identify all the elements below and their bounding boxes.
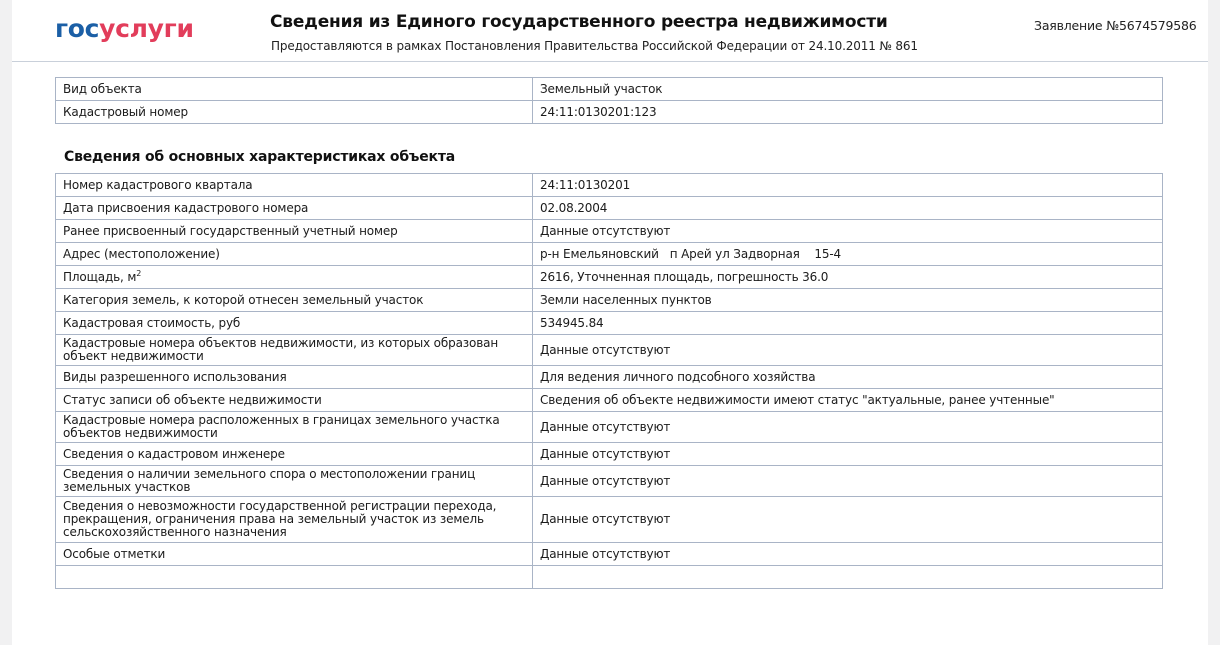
row-label: Ранее присвоенный государственный учетный номер: [56, 220, 533, 243]
row-label: Кадастровые номера объектов недвижимости, из которых образован объект недвижимости: [56, 335, 533, 366]
row-value: Данные отсутствуют: [533, 543, 1163, 566]
table-row: [56, 389, 1163, 412]
area-label: Площадь, м: [63, 269, 137, 284]
logo-part-uslugi: услуги: [99, 14, 194, 43]
row-value: Сведения об объекте недвижимости имеют статус "актуальные, ранее учтенные": [533, 389, 1163, 412]
row-value: Данные отсутствуют: [533, 412, 1163, 443]
row-label: Кадастровая стоимость, руб: [56, 312, 533, 335]
area-unit-sup: 2: [136, 268, 142, 278]
row-value: Данные отсутствуют: [533, 497, 1163, 543]
application-number: Заявление №5674579586: [1034, 18, 1197, 33]
row-value: Данные отсутствуют: [533, 443, 1163, 466]
row-value: 24:11:0130201:123: [533, 101, 1163, 124]
logo-part-gos: гос: [55, 14, 100, 43]
table-row: [56, 543, 1163, 566]
row-value: р-н Емельяновский п Арей ул Задворная 15-4: [533, 243, 1163, 266]
table-row: [56, 243, 1163, 266]
table-row: [56, 289, 1163, 312]
table-row: [56, 220, 1163, 243]
row-label: Сведения о наличии земельного спора о местоположении границ земельных участков: [56, 466, 533, 497]
row-label: Вид объекта: [56, 78, 533, 101]
row-label: Дата присвоения кадастрового номера: [56, 197, 533, 220]
row-label: Виды разрешенного использования: [56, 366, 533, 389]
table-row: [56, 78, 1163, 101]
table-row: [56, 466, 1163, 497]
document-sheet: [12, 0, 1208, 645]
characteristics-table: [55, 173, 1163, 589]
row-label: Сведения о невозможности государственной регистрации перехода, прекращения, ограничения права на земельный участок из земель сельскохозяйственного назначения: [56, 497, 533, 543]
row-value: Данные отсутствуют: [533, 335, 1163, 366]
document-header: [12, 0, 1208, 62]
row-value: 24:11:0130201: [533, 174, 1163, 197]
table-row: [56, 266, 1163, 289]
row-label: Статус записи об объекте недвижимости: [56, 389, 533, 412]
table-row: [56, 335, 1163, 366]
document-subtitle: Предоставляются в рамках Постановления Правительства Российской Федерации от 24.10.2011 № 861: [271, 39, 918, 53]
row-label: Особые отметки: [56, 543, 533, 566]
table-row: [56, 312, 1163, 335]
table-row: [56, 412, 1163, 443]
row-label: Кадастровые номера расположенных в границах земельного участка объектов недвижимости: [56, 412, 533, 443]
table-row: [56, 101, 1163, 124]
table-row: [56, 443, 1163, 466]
row-value: Данные отсутствуют: [533, 466, 1163, 497]
row-label-area: [56, 266, 533, 289]
table-row-partial: [56, 566, 1163, 589]
row-value: Земли населенных пунктов: [533, 289, 1163, 312]
row-label: Кадастровый номер: [56, 101, 533, 124]
gosuslugi-logo[interactable]: [55, 14, 194, 44]
row-value: Данные отсутствуют: [533, 220, 1163, 243]
row-label: Номер кадастрового квартала: [56, 174, 533, 197]
section-title: Сведения об основных характеристиках объекта: [64, 149, 455, 165]
document-title: Сведения из Единого государственного реестра недвижимости: [270, 12, 888, 32]
row-value: 02.08.2004: [533, 197, 1163, 220]
object-table: [55, 77, 1163, 124]
table-row: [56, 366, 1163, 389]
row-value: 534945.84: [533, 312, 1163, 335]
row-label: Адрес (местоположение): [56, 243, 533, 266]
row-value: 2616, Уточненная площадь, погрешность 36.0: [533, 266, 1163, 289]
row-value: Земельный участок: [533, 78, 1163, 101]
row-label: Сведения о кадастровом инженере: [56, 443, 533, 466]
table-row: [56, 197, 1163, 220]
row-value-empty: [533, 566, 1163, 589]
table-row: [56, 497, 1163, 543]
row-label-empty: [56, 566, 533, 589]
table-row: [56, 174, 1163, 197]
row-label: Категория земель, к которой отнесен земельный участок: [56, 289, 533, 312]
row-value: Для ведения личного подсобного хозяйства: [533, 366, 1163, 389]
